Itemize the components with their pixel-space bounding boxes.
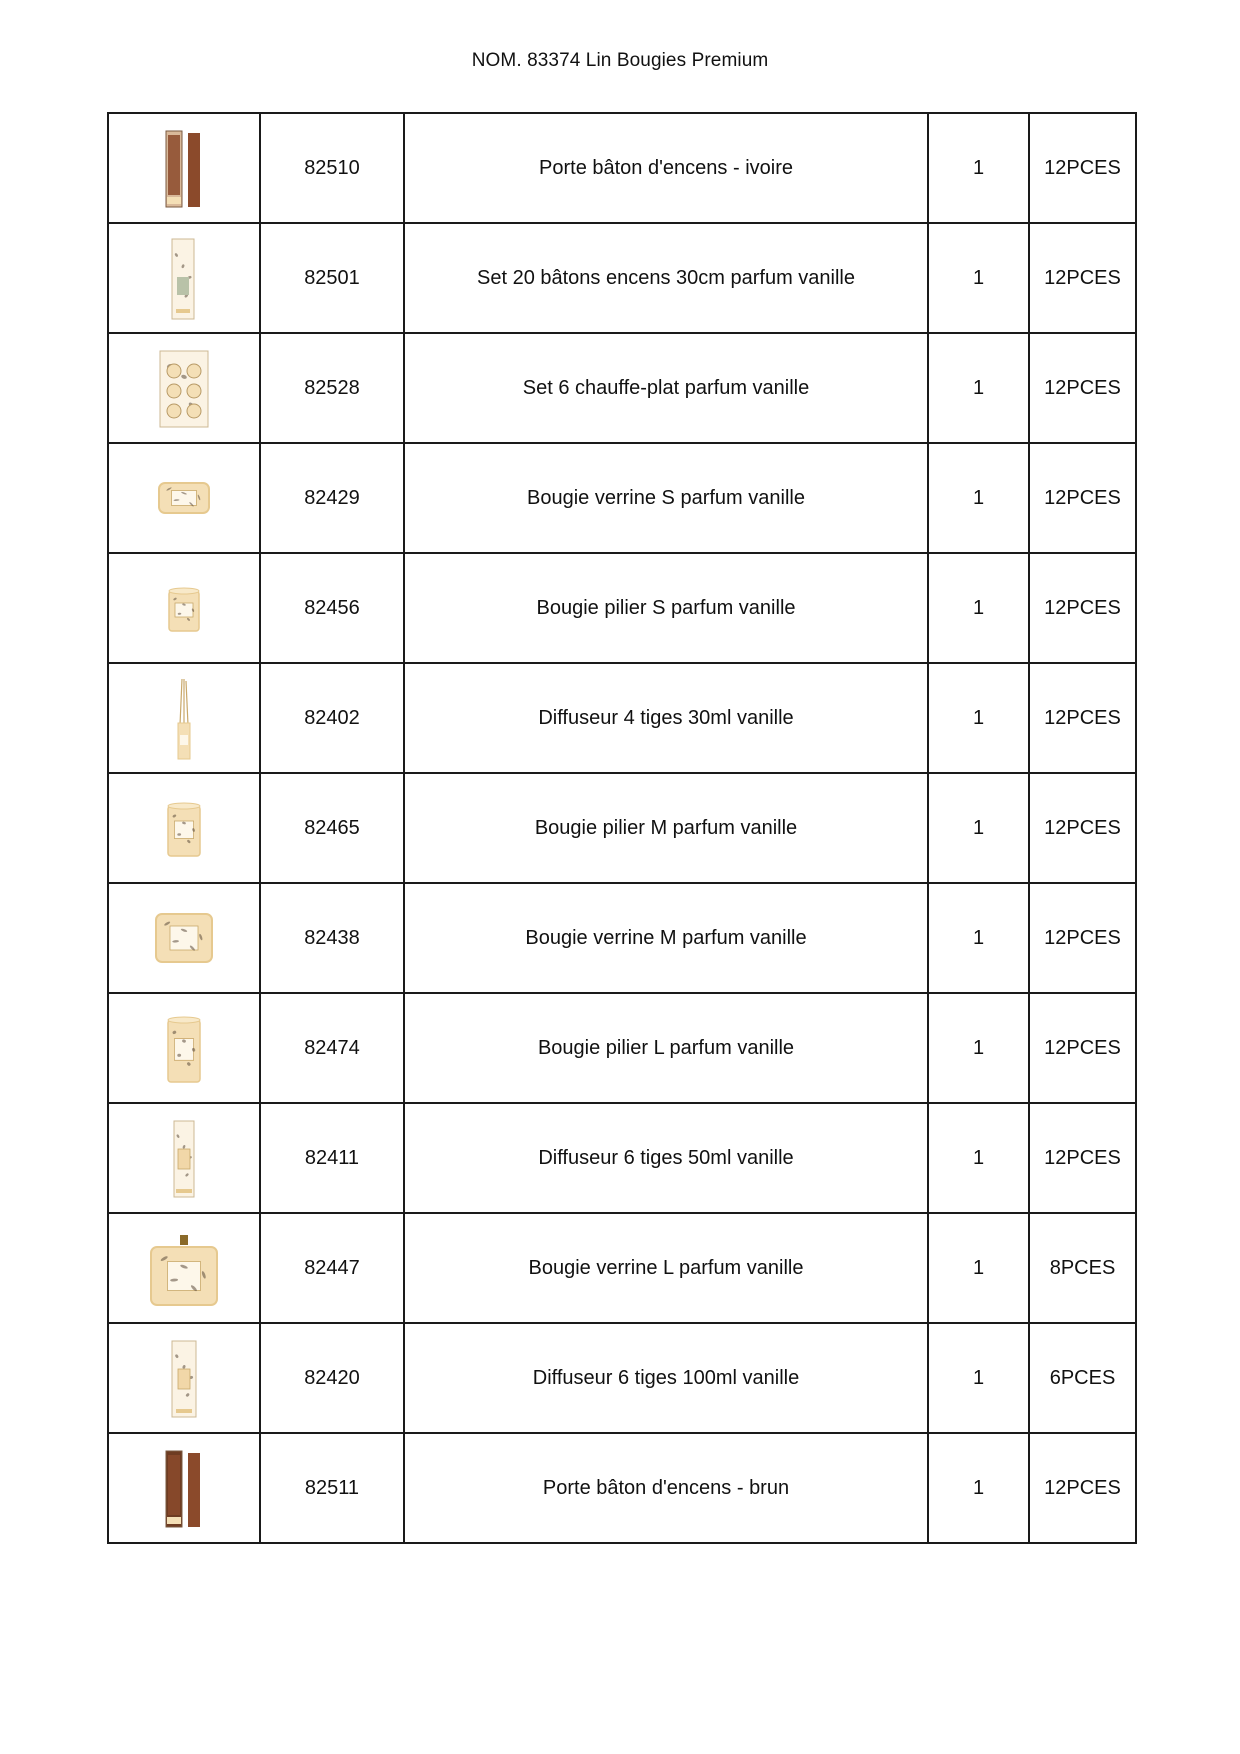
product-image-cell (108, 993, 260, 1103)
table-row (108, 553, 1136, 663)
product-description: Bougie verrine L parfum vanille (404, 1213, 928, 1323)
product-description: Set 6 chauffe-plat parfum vanille (404, 333, 928, 443)
product-quantity: 1 (928, 1213, 1029, 1323)
product-image-cell (108, 113, 260, 223)
product-reference: 82528 (260, 333, 404, 443)
product-reference: 82402 (260, 663, 404, 773)
product-table-body (108, 113, 1136, 1543)
product-quantity: 1 (928, 553, 1029, 663)
table-row (108, 883, 1136, 993)
incense-holder-brown-icon (109, 1443, 259, 1533)
table-row (108, 1323, 1136, 1433)
reed-diffuser-box-icon (109, 1113, 259, 1203)
product-quantity: 1 (928, 113, 1029, 223)
pillar-candle-small-icon (109, 563, 259, 653)
product-quantity: 1 (928, 883, 1029, 993)
product-reference: 82411 (260, 1103, 404, 1213)
jar-candle-large-icon (109, 1223, 259, 1313)
table-row (108, 333, 1136, 443)
product-quantity: 1 (928, 1323, 1029, 1433)
table-row (108, 1103, 1136, 1213)
product-description: Bougie verrine M parfum vanille (404, 883, 928, 993)
product-quantity: 1 (928, 333, 1029, 443)
product-table (107, 112, 1137, 1544)
jar-candle-medium-icon (109, 893, 259, 983)
reed-diffuser-small-icon (109, 673, 259, 763)
table-row (108, 1213, 1136, 1323)
product-description: Bougie pilier L parfum vanille (404, 993, 928, 1103)
product-description: Bougie verrine S parfum vanille (404, 443, 928, 553)
product-image-cell (108, 443, 260, 553)
product-image-cell (108, 1103, 260, 1213)
product-reference: 82456 (260, 553, 404, 663)
product-image-cell (108, 1213, 260, 1323)
product-reference: 82474 (260, 993, 404, 1103)
product-description: Porte bâton d'encens - brun (404, 1433, 928, 1543)
page-title: NOM. 83374 Lin Bougies Premium (471, 50, 769, 71)
product-pack-size: 12PCES (1029, 333, 1136, 443)
product-reference: 82447 (260, 1213, 404, 1323)
pillar-candle-large-icon (109, 1003, 259, 1093)
table-row (108, 443, 1136, 553)
product-pack-size: 12PCES (1029, 993, 1136, 1103)
incense-holder-ivory-icon (109, 123, 259, 213)
product-pack-size: 12PCES (1029, 113, 1136, 223)
table-row (108, 223, 1136, 333)
product-pack-size: 8PCES (1029, 1213, 1136, 1323)
product-pack-size: 12PCES (1029, 773, 1136, 883)
table-row (108, 663, 1136, 773)
product-description: Porte bâton d'encens - ivoire (404, 113, 928, 223)
product-image-cell (108, 663, 260, 773)
product-pack-size: 12PCES (1029, 883, 1136, 993)
product-pack-size: 12PCES (1029, 553, 1136, 663)
product-reference: 82438 (260, 883, 404, 993)
jar-candle-small-icon (109, 453, 259, 543)
product-image-cell (108, 333, 260, 443)
product-quantity: 1 (928, 1103, 1029, 1213)
product-image-cell (108, 1433, 260, 1543)
product-pack-size: 12PCES (1029, 1103, 1136, 1213)
product-reference: 82420 (260, 1323, 404, 1433)
product-quantity: 1 (928, 223, 1029, 333)
product-reference: 82465 (260, 773, 404, 883)
table-row (108, 1433, 1136, 1543)
table-row (108, 773, 1136, 883)
product-reference: 82510 (260, 113, 404, 223)
product-pack-size: 12PCES (1029, 223, 1136, 333)
product-image-cell (108, 553, 260, 663)
product-quantity: 1 (928, 443, 1029, 553)
product-pack-size: 6PCES (1029, 1323, 1136, 1433)
product-pack-size: 12PCES (1029, 1433, 1136, 1543)
product-description: Diffuseur 4 tiges 30ml vanille (404, 663, 928, 773)
product-quantity: 1 (928, 773, 1029, 883)
table-row (108, 113, 1136, 223)
product-image-cell (108, 223, 260, 333)
product-pack-size: 12PCES (1029, 663, 1136, 773)
product-quantity: 1 (928, 1433, 1029, 1543)
product-reference: 82511 (260, 1433, 404, 1543)
pillar-candle-medium-icon (109, 783, 259, 873)
product-pack-size: 12PCES (1029, 443, 1136, 553)
tealight-pack-icon (109, 343, 259, 433)
product-description: Set 20 bâtons encens 30cm parfum vanille (404, 223, 928, 333)
product-description: Diffuseur 6 tiges 100ml vanille (404, 1323, 928, 1433)
product-description: Diffuseur 6 tiges 50ml vanille (404, 1103, 928, 1213)
product-quantity: 1 (928, 663, 1029, 773)
product-reference: 82501 (260, 223, 404, 333)
product-description: Bougie pilier S parfum vanille (404, 553, 928, 663)
incense-sticks-box-icon (109, 233, 259, 323)
product-reference: 82429 (260, 443, 404, 553)
table-row (108, 993, 1136, 1103)
product-image-cell (108, 883, 260, 993)
product-image-cell (108, 773, 260, 883)
product-image-cell (108, 1323, 260, 1433)
product-description: Bougie pilier M parfum vanille (404, 773, 928, 883)
product-quantity: 1 (928, 993, 1029, 1103)
reed-diffuser-large-box-icon (109, 1333, 259, 1423)
